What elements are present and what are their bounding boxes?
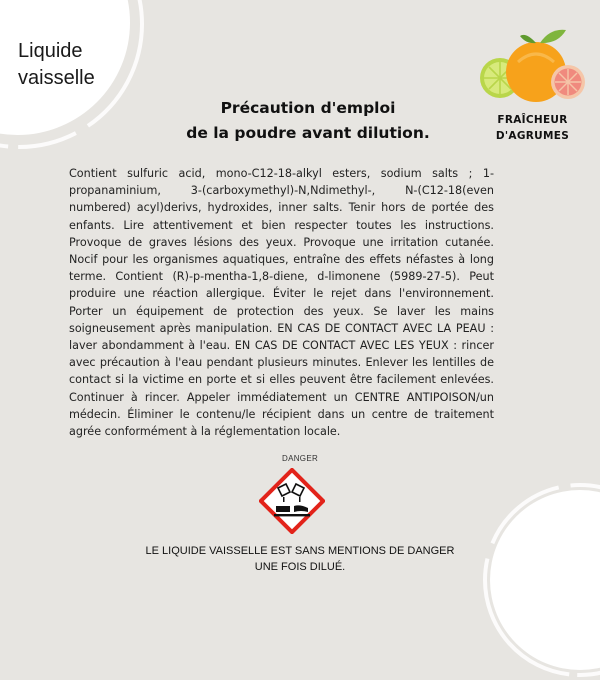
- footer-line1: LE LIQUIDE VAISSELLE EST SANS MENTIONS DE DANGER: [145, 545, 455, 557]
- product-name-line1: Liquide: [18, 40, 83, 62]
- tagline: [470, 112, 595, 144]
- tagline-line1: FRAÎCHEUR: [497, 114, 568, 126]
- citrus-fruits-icon: [478, 22, 586, 114]
- product-name-line2: vaisselle: [18, 67, 95, 89]
- tagline-line2: D'AGRUMES: [495, 130, 570, 142]
- brush-ring-bottom-right: [480, 480, 600, 680]
- safety-text: Contient sulfuric acid, mono-C12-18-alkyl esters, sodium salts ; 1-propanaminium, 3-(carboxymethyl)-N,Ndimethyl-, N-(C12-18(even numbered) acyl)derivs, hydroxides, inner salts. Tenir hors de portée des enfants. Lire attentivement et bien respecter toutes les instructions. Provoque de graves lésions des yeux. Provoque une irritation cutanée. Nocif pour les organismes aquatiques, entraîne des effets néfastes à long terme. Contient (R)-p-mentha-1,8-diene, d-limonene (5989-27-5). Peut produire une réaction allergique. Éviter le rejet dans l'environnement. Porter un équipement de protection des yeux. Se laver les mains soigneusement après manipulation. EN CAS DE CONTACT AVEC LA PEAU : laver abondamment à l'eau. EN CAS DE CONTACT AVEC LES YEUX : rincer avec précaution à l'eau pendant plusieurs minutes. Enlever les lentilles de contact si la victime en porte et si elles peuvent être facilement enlevées. Continuer à rincer. Appeler immédiatement un CENTRE ANTIPOISON/un médecin. Éliminer le contenu/le récipient dans un centre de traitement agrée conformément à la réglementation locale.: [69, 167, 494, 439]
- corrosive-ghs-pictogram: [259, 468, 325, 534]
- title-line1: Précaution d'emploi: [220, 99, 396, 117]
- page-title: [168, 96, 448, 146]
- danger-label: DANGER: [282, 454, 319, 463]
- footer-note: [120, 543, 480, 575]
- footer-line2: UNE FOIS DILUÉ.: [254, 561, 346, 573]
- title-line2: de la poudre avant dilution.: [186, 124, 430, 142]
- product-name: [18, 38, 95, 92]
